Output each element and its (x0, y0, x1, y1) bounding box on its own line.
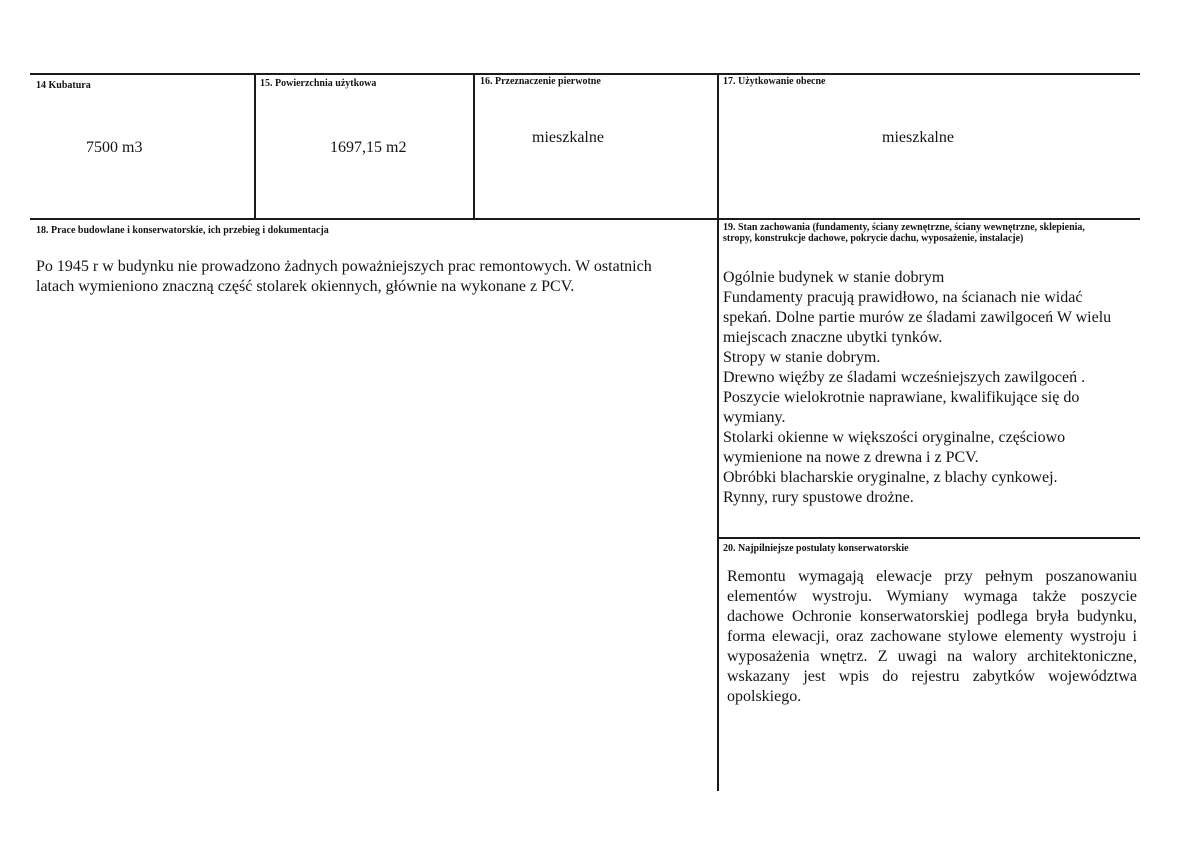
field-19-line: Poszycie wielokrotnie naprawiane, kwalifikujące się do (723, 389, 1080, 406)
field-19-line: Stropy w stanie dobrym. (723, 349, 881, 366)
field-19-line: Fundamenty pracują prawidłowo, na ścianach nie widać (723, 289, 1083, 306)
field-14-label: 14 Kubatura (36, 80, 91, 91)
field-20-line: Remontu wymagają elewacje przy pełnym poszanowaniu (727, 568, 1137, 585)
field-20-line: opolskiego. (727, 688, 802, 705)
field-17-label: 17. Użytkowanie obecne (723, 76, 826, 87)
divider-14-15 (254, 73, 256, 219)
field-19-line: wymiany. (723, 409, 786, 426)
field-19-line: Rynny, rury spustowe drożne. (723, 489, 914, 506)
section-rule-20 (717, 537, 1140, 539)
field-16-value: mieszkalne (532, 129, 604, 146)
field-19-line: Stolarki okienne w większości oryginalne, częściowo (723, 429, 1066, 446)
top-rule (30, 73, 1140, 75)
field-20-label: 20. Najpilniejsze postulaty konserwatorskie (723, 543, 909, 554)
field-19-line: Drewno więźby ze śladami wcześniejszych zawilgoceń . (723, 369, 1086, 386)
divider-vertical-main (717, 73, 719, 791)
field-18-label: 18. Prace budowlane i konserwatorskie, ich przebieg i dokumentacja (36, 225, 329, 236)
field-15-label: 15. Powierzchnia użytkowa (260, 78, 377, 89)
field-20-text (727, 567, 1137, 707)
field-18-line: Po 1945 r w budynku nie prowadzono żadnych poważniejszych prac remontowych. W ostatnich (36, 258, 652, 275)
field-20-line: wyposażenia wnętrz. Z uwagi na walory architektoniczne, (727, 648, 1137, 665)
field-19-label (723, 222, 1085, 244)
field-19-line: Obróbki blacharskie oryginalne, z blachy cynkowej. (723, 469, 1058, 486)
field-20-line: wskazany jest wpis do rejestru zabytków województwa (727, 668, 1137, 685)
field-20-line: dachowe Ochronie konserwatorskiej podlega bryła budynku, (727, 608, 1137, 625)
field-18-line: latach wymieniono znaczną część stolarek okiennych, głównie na wykonane z PCV. (36, 278, 575, 295)
field-19-line: spekań. Dolne partie murów ze śladami zawilgoceń W wielu (723, 309, 1112, 326)
field-19-label-line: 19. Stan zachowania (fundamenty, ściany zewnętrzne, ściany wewnętrzne, sklepienia, (723, 222, 1085, 233)
field-20-line: forma elewacji, oraz zachowane stylowe elementy wystroju i (727, 628, 1137, 645)
field-19-line: wymienione na nowe z drewna i z PCV. (723, 449, 979, 466)
field-15-value: 1697,15 m2 (330, 139, 407, 156)
field-18-text (36, 257, 714, 297)
field-16-label: 16. Przeznaczenie pierwotne (480, 76, 601, 87)
field-19-line: miejscach znaczne ubytki tynków. (723, 329, 943, 346)
field-14-value: 7500 m3 (86, 139, 143, 156)
field-19-label-line: stropy, konstrukcje dachowe, pokrycie dachu, wyposażenie, instalacje) (723, 233, 1024, 244)
field-19-text (723, 268, 1133, 508)
divider-15-16 (473, 73, 475, 219)
field-20-line: elementów wystroju. Wymiany wymaga także poszycie (727, 588, 1137, 605)
field-17-value: mieszkalne (882, 129, 954, 146)
section-rule-18-19 (30, 218, 1140, 220)
field-19-line: Ogólnie budynek w stanie dobrym (723, 269, 945, 286)
